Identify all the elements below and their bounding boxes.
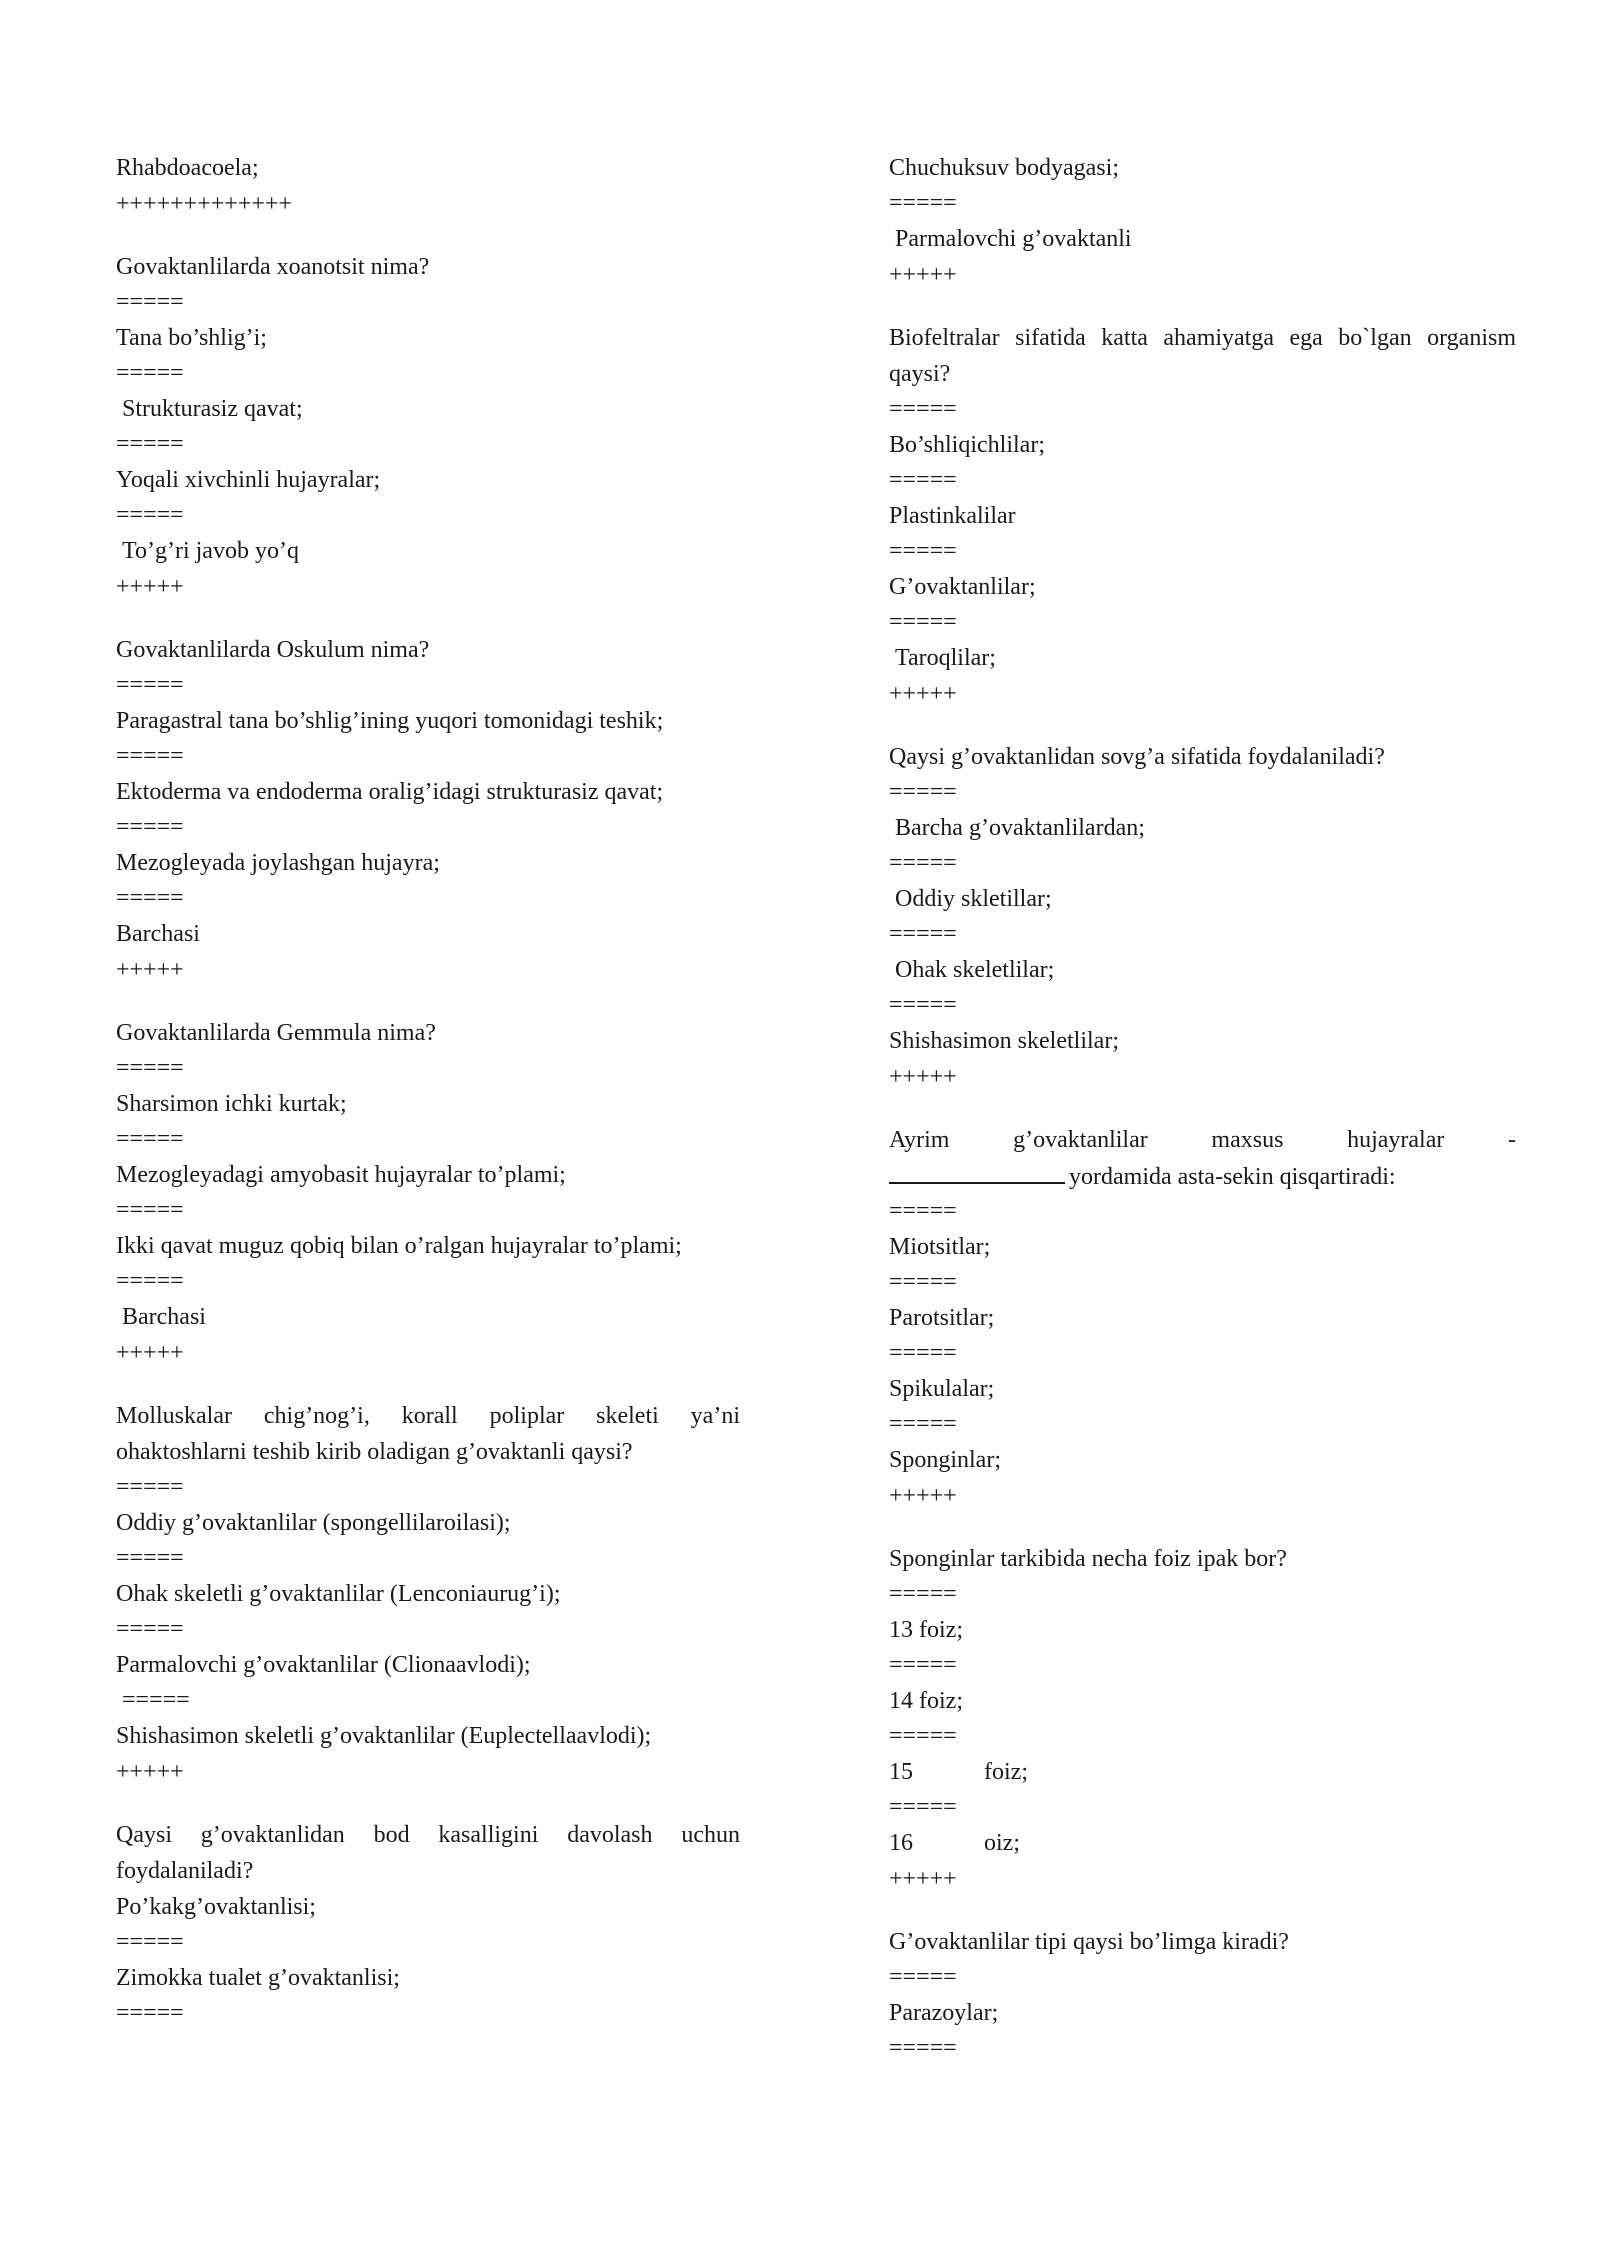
question: Qaysi g’ovaktanlidan sovg’a sifatida foydalaniladi? — [889, 744, 1385, 770]
end-marker: +++++ — [116, 1340, 184, 1366]
end-marker: +++++ — [116, 574, 184, 600]
question-word: Ayrim — [889, 1127, 950, 1153]
answer-option: Paragastral tana bo’shlig’ining yuqori tomonidagi teshik; — [116, 708, 664, 734]
answer-option: Mezogleyadagi amyobasit hujayralar to’plami; — [116, 1162, 566, 1188]
answer-option: Parotsitlar; — [889, 1305, 995, 1331]
answer-option: Rhabdoacoela; — [116, 155, 259, 181]
answer-option: Ohak skeletli g’ovaktanlilar (Lenconiaurug’i); — [116, 1581, 561, 1607]
separator: ===== — [116, 431, 184, 457]
separator: ===== — [116, 1545, 184, 1571]
answer-option: Yoqali xivchinli hujayralar; — [116, 467, 381, 493]
separator: ===== — [889, 2035, 957, 2061]
answer-option: Plastinkalilar — [889, 503, 1016, 529]
answer-option: Parmalovchi g’ovaktanli — [895, 226, 1132, 252]
separator: ===== — [889, 850, 957, 876]
question-word: hujayralar — [1347, 1127, 1445, 1153]
end-marker: +++++ — [889, 681, 957, 707]
answer-option: Sharsimon ichki kurtak; — [116, 1091, 347, 1117]
question: Govaktanlilarda Gemmula nima? — [116, 1020, 436, 1046]
answer-option: Oddiy skletillar; — [895, 886, 1052, 912]
separator: ===== — [889, 1340, 957, 1366]
separator: ===== — [116, 502, 184, 528]
answer-option: Barcha g’ovaktanlilardan; — [895, 815, 1145, 841]
separator: ===== — [889, 467, 957, 493]
answer-option: Mezogleyada joylashgan hujayra; — [116, 850, 440, 876]
end-marker: +++++ — [889, 1064, 957, 1090]
answer-option: Chuchuksuv bodyagasi; — [889, 155, 1119, 181]
answer-option: Sponginlar; — [889, 1447, 1001, 1473]
separator: ===== — [889, 1794, 957, 1820]
end-marker: +++++ — [116, 957, 184, 983]
separator: ===== — [116, 743, 184, 769]
answer-option: Barchasi — [116, 921, 200, 947]
separator: ===== — [889, 779, 957, 805]
separator: ===== — [116, 1126, 184, 1152]
separator: ===== — [116, 1687, 190, 1713]
end-marker: +++++ — [889, 1483, 957, 1509]
question: G’ovaktanlilar tipi qaysi bo’limga kiradi? — [889, 1929, 1289, 1955]
question-text: yordamida asta-sekin qisqartiradi: — [1069, 1164, 1396, 1190]
answer-option: 15 foiz; — [889, 1759, 1028, 1785]
question: Sponginlar tarkibida necha foiz ipak bor? — [889, 1546, 1287, 1572]
left-column — [116, 150, 740, 2031]
separator: ===== — [889, 609, 957, 635]
separator: ===== — [116, 885, 184, 911]
separator: ===== — [116, 1268, 184, 1294]
separator: ===== — [116, 1929, 184, 1955]
separator: ===== — [116, 360, 184, 386]
answer-option: Ikki qavat muguz qobiq bilan o’ralgan hujayralar to’plami; — [116, 1233, 682, 1259]
answer-option: Oddiy g’ovaktanlilar (spongellilaroilasi); — [116, 1510, 511, 1536]
question: Biofeltralar sifatida katta ahamiyatga ega bo`lgan organism qaysi? — [889, 325, 1516, 387]
separator: ===== — [116, 2000, 184, 2026]
question-word: - — [1508, 1127, 1516, 1153]
separator: ===== — [116, 289, 184, 315]
answer-option: Taroqlilar; — [895, 645, 996, 671]
separator: ===== — [889, 921, 957, 947]
question: Govaktanlilarda Oskulum nima? — [116, 637, 430, 663]
separator: ===== — [889, 992, 957, 1018]
separator: ===== — [889, 1198, 957, 1224]
question-line-1 — [889, 1122, 1516, 1158]
question-word: g’ovaktanlilar — [1013, 1127, 1148, 1153]
separator: ===== — [889, 1964, 957, 1990]
answer-option: 16 oiz; — [889, 1830, 1020, 1856]
separator: ===== — [889, 396, 957, 422]
end-marker: +++++ — [116, 1759, 184, 1785]
answer-option: G’ovaktanlilar; — [889, 574, 1036, 600]
separator: ===== — [116, 1616, 184, 1642]
separator: ===== — [889, 1723, 957, 1749]
answer-option: 13 foiz; — [889, 1617, 963, 1643]
question-word: maxsus — [1211, 1127, 1284, 1153]
end-marker: +++++++++++++ — [116, 191, 292, 217]
answer-option: Parazoylar; — [889, 2000, 999, 2026]
right-column — [889, 150, 1516, 2066]
separator: ===== — [116, 814, 184, 840]
fill-in-blank — [889, 1158, 1065, 1184]
answer-option: Tana bo’shlig’i; — [116, 325, 267, 351]
separator: ===== — [116, 672, 184, 698]
answer-option: Shishasimon skeletlilar; — [889, 1028, 1119, 1054]
answer-option: Bo’shliqichlilar; — [889, 432, 1045, 458]
answer-option: Strukturasiz qavat; — [122, 396, 303, 422]
separator: ===== — [889, 1411, 957, 1437]
separator: ===== — [889, 1652, 957, 1678]
end-marker: +++++ — [889, 262, 957, 288]
answer-option: Po’kakg’ovaktanlisi; — [116, 1894, 316, 1920]
question: Govaktanlilarda xoanotsit nima? — [116, 254, 430, 280]
separator: ===== — [889, 538, 957, 564]
answer-option: To’g’ri javob yo’q — [122, 538, 299, 564]
answer-option: Ektoderma va endoderma oralig’idagi strukturasiz qavat; — [116, 779, 664, 805]
answer-option: Parmalovchi g’ovaktanlilar (Clionaavlodi); — [116, 1652, 531, 1678]
question-line-2 — [889, 1158, 1516, 1194]
separator: ===== — [116, 1474, 184, 1500]
answer-option: 14 foiz; — [889, 1688, 963, 1714]
answer-option: Barchasi — [122, 1304, 206, 1330]
answer-option: Shishasimon skeletli g’ovaktanlilar (Euplectellaavlodi); — [116, 1723, 652, 1749]
question: Molluskalar chig’nog’i, korall poliplar skeleti ya’ni ohaktoshlarni teshib kirib oladigan g’ovaktanli qaysi? — [116, 1403, 740, 1465]
answer-option: Miotsitlar; — [889, 1234, 991, 1260]
separator: ===== — [889, 1269, 957, 1295]
separator: ===== — [116, 1197, 184, 1223]
answer-option: Zimokka tualet g’ovaktanlisi; — [116, 1965, 400, 1991]
separator: ===== — [889, 190, 957, 216]
separator: ===== — [889, 1581, 957, 1607]
question: Qaysi g’ovaktanlidan bod kasalligini davolash uchun foydalaniladi? — [116, 1822, 740, 1884]
answer-option: Ohak skeletlilar; — [895, 957, 1055, 983]
end-marker: +++++ — [889, 1866, 957, 1892]
answer-option: Spikulalar; — [889, 1376, 995, 1402]
separator: ===== — [116, 1055, 184, 1081]
